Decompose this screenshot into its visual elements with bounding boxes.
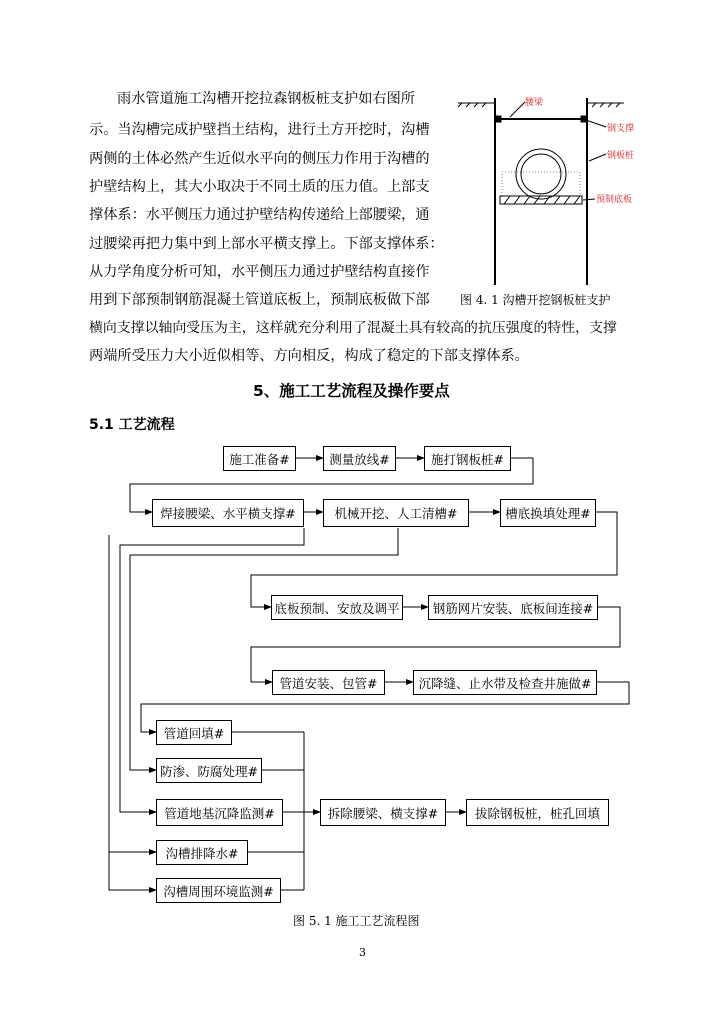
label-precast-slab: 预制底板 <box>596 195 633 205</box>
flow-box-rebar: 钢筋网片安装、底板间连接# <box>428 595 598 620</box>
flow-box-joints: 沉降缝、止水带及检查井施做# <box>413 670 597 695</box>
flow-box-drive-piles: 施打钢板桩# <box>424 446 511 471</box>
section-heading: 5、施工工艺流程及操作要点 <box>253 382 450 400</box>
flow-box-dewater: 沟槽排降水# <box>156 840 248 865</box>
label-steel-sheet-pile: 钢板桩 <box>607 151 635 161</box>
flow-box-trench-bottom: 槽底换填处理# <box>500 499 596 527</box>
flow-box-excavate: 机械开挖、人工清槽# <box>323 499 469 527</box>
flow-box-prep: 施工准备# <box>223 446 296 471</box>
flow-box-waterproof: 防渗、防腐处理# <box>156 758 262 783</box>
flow-box-slab: 底板预制、安放及调平 <box>271 595 403 620</box>
flow-box-remove-struts: 拆除腰梁、横支撑# <box>320 799 446 826</box>
paragraph-line-9: 横向支撑以轴向受压为主，这样就充分利用了混凝土具有较高的抗压强度的特性，支撑 <box>89 320 617 336</box>
paragraph-line-3: 两侧的土体必然产生近似水平向的侧压力作用于沟槽的 <box>89 151 430 167</box>
paragraph-line-5: 撑体系：水平侧压力通过护壁结构传递给上部腰梁，通 <box>89 207 430 223</box>
flow-box-weld: 焊接腰梁、水平横支撑# <box>152 499 304 527</box>
flow-box-env-monitor: 沟槽周围环境监测# <box>156 878 281 903</box>
paragraph-line-4: 护壁结构上，其大小取决于不同土质的压力值。上部支 <box>89 179 430 195</box>
paragraph-line-7: 从力学角度分析可知，水平侧压力通过护壁结构直接作 <box>89 264 430 280</box>
paragraph-line-6: 过腰梁再把力集中到上部水平横支撑上。下部支撑体系： <box>89 236 444 252</box>
flow-box-survey: 测量放线# <box>323 446 396 471</box>
flow-box-pull-piles: 拔除钢板桩，桩孔回填 <box>466 799 609 826</box>
subsection-heading: 5.1 工艺流程 <box>89 417 175 433</box>
figure-5-1-caption: 图 5. 1 施工工艺流程图 <box>293 914 420 928</box>
paragraph-line-10: 两端所受压力大小近似相等、方向相反，构成了稳定的下部支撑体系。 <box>89 348 529 364</box>
paragraph-line-1: 雨水管道施工沟槽开挖拉森钢板桩支护如右图所 <box>117 91 415 107</box>
flow-box-pipe-install: 管道安装、包管# <box>272 670 385 695</box>
figure-4-1-caption: 图 4. 1 沟槽开挖钢板桩支护 <box>460 293 611 307</box>
flow-box-settlement: 管道地基沉降监测# <box>156 799 283 826</box>
flow-box-backfill: 管道回填# <box>156 720 232 745</box>
paragraph-line-8: 用到下部预制钢筋混凝土管道底板上，预制底板做下部 <box>89 292 430 308</box>
label-steel-strut: 钢支撑 <box>607 124 635 134</box>
page-number: 3 <box>359 946 366 959</box>
paragraph-line-2: 示。当沟槽完成护壁挡土结构，进行土方开挖时，沟槽 <box>89 122 430 138</box>
label-waist-beam: 腰梁 <box>525 98 544 108</box>
